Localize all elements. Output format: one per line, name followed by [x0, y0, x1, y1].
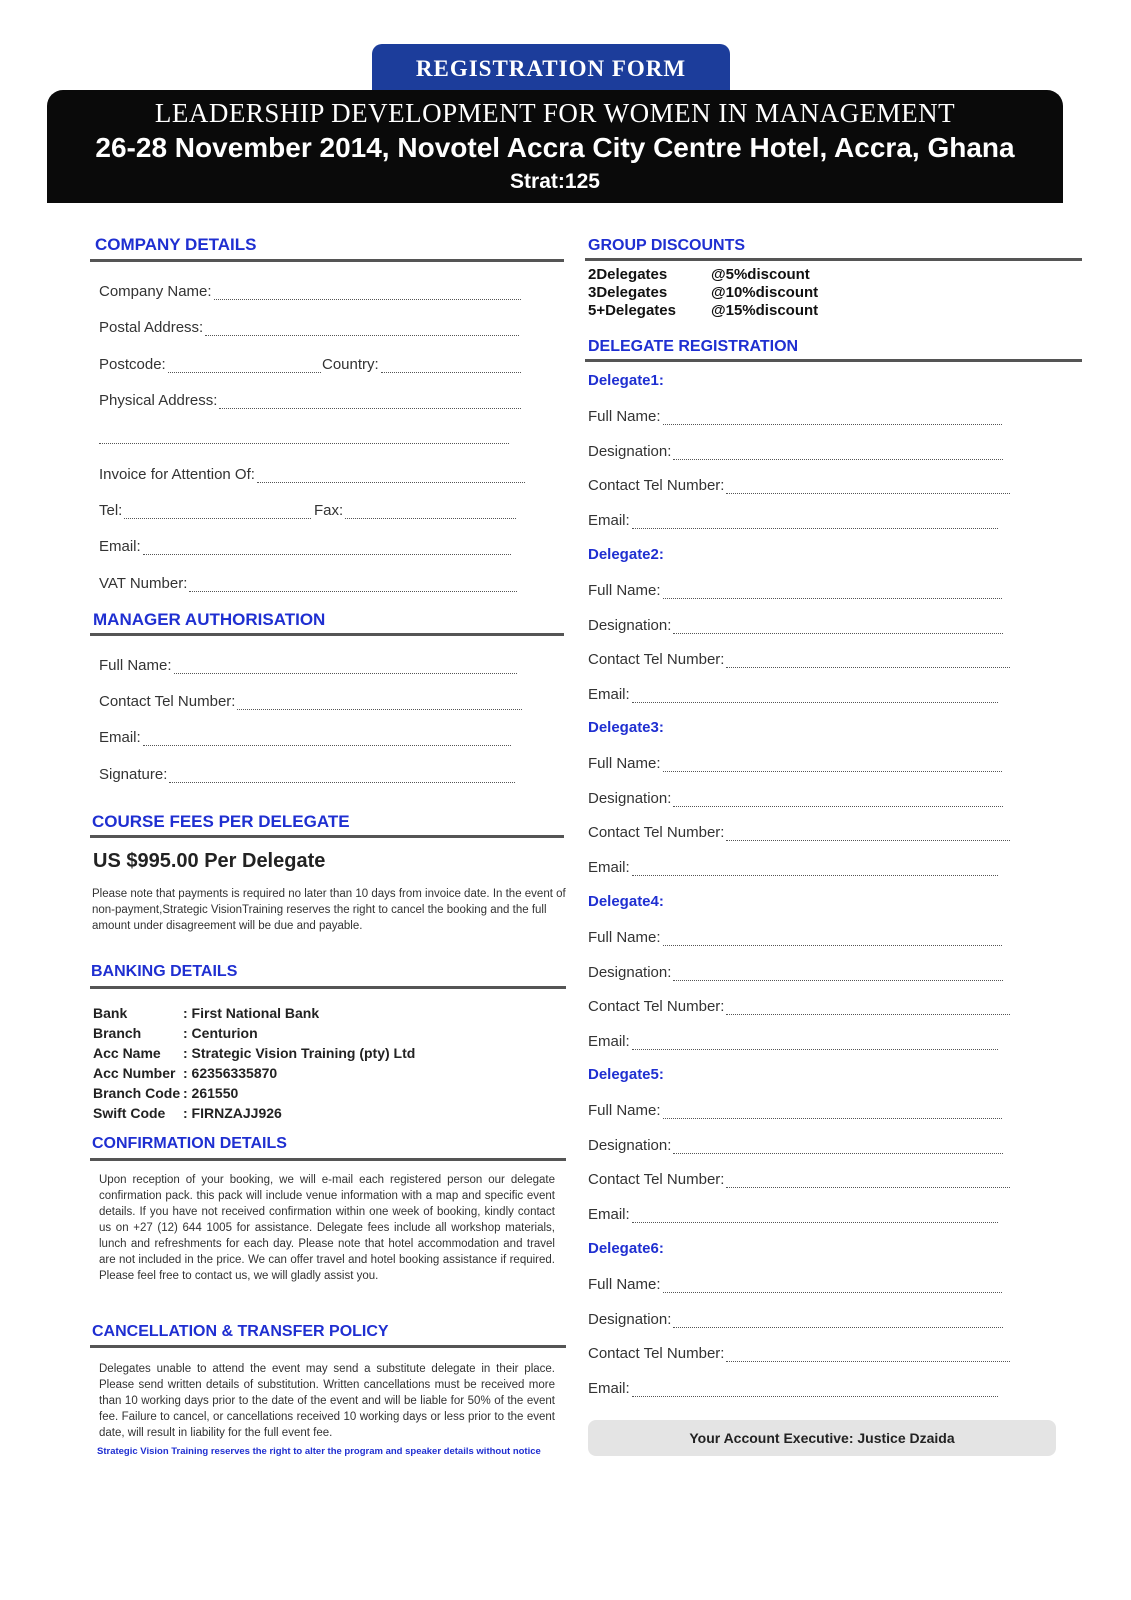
- company-details-rule: [90, 259, 564, 262]
- event-title: LEADERSHIP DEVELOPMENT FOR WOMEN IN MANAGEMENT: [154, 98, 956, 128]
- confirmation-details-rule: [90, 1158, 566, 1161]
- confirmation-text: Upon reception of your booking, we will e-mail each registered person our delegate confirmation pack. this pack will include venue information with a map and specific event details. If you have not received confirmation within one week of booking, kindly contact us on +27 (12) 644 1005 for assistance. Delegate fees include all workshop materials, lunch and refreshments for each day. Please note that hotel accommodation and travel are not included in the price. We can offer travel and hotel booking assistance if required. Please feel free to contact us, we will gladly assist you.: [99, 1174, 555, 1282]
- manager-full-name-label: Full Name:: [99, 657, 172, 674]
- delegate-email-label: Email:: [588, 1032, 630, 1050]
- delegate-contact-tel-field[interactable]: [588, 1171, 1010, 1188]
- delegate-email-label: Email:: [588, 859, 630, 876]
- delegate-email-field[interactable]: [588, 1380, 998, 1397]
- acc-number-key: Acc Number: [93, 1065, 176, 1081]
- swift-code-value: : FIRNZAJJ926: [183, 1105, 282, 1121]
- manager-contact-field[interactable]: [99, 693, 522, 710]
- delegate-heading: Delegate3:: [588, 719, 664, 736]
- delegate-contact-tel-label: Contact Tel Number:: [588, 824, 725, 841]
- acc-name-row: [93, 1045, 415, 1061]
- delegate-full-name-label: Full Name:: [588, 1102, 661, 1119]
- alteration-notice: Strategic Vision Training reserves the right to alter the program and speaker details without notice: [97, 1446, 541, 1457]
- group-discounts-title: GROUP DISCOUNTS: [588, 237, 746, 254]
- course-fees-rule: [90, 835, 564, 838]
- acc-name-value: : Strategic Vision Training (pty) Ltd: [183, 1045, 416, 1061]
- delegate-heading: Delegate6:: [588, 1239, 664, 1257]
- postal-address-label: Postal Address:: [99, 319, 204, 336]
- delegate-registration-title: DELEGATE REGISTRATION: [588, 338, 799, 355]
- delegate-email-label: Email:: [588, 685, 630, 703]
- bank-row: [93, 1005, 319, 1021]
- vat-number-field[interactable]: [99, 575, 517, 592]
- branch-row-value: : Centurion: [183, 1025, 258, 1041]
- delegate-full-name-field[interactable]: [588, 755, 1002, 772]
- manager-contact-label: Contact Tel Number:: [99, 693, 236, 710]
- payment-note: Please note that payments is required no later than 10 days from invoice date. In the event of non-payment,Strategic VisionTraining reserves the right to cancel the booking and the full amount under disagreement will be due and payable.: [92, 888, 566, 932]
- discount-row-label: 2Delegates: [588, 266, 668, 283]
- delegate-email-field[interactable]: [588, 1206, 998, 1223]
- delegate-designation-field[interactable]: [588, 1137, 1003, 1154]
- delegate-full-name-label: Full Name:: [588, 1275, 661, 1293]
- delegate-email-label: Email:: [588, 512, 630, 529]
- manager-email-label: Email:: [99, 729, 141, 746]
- delegate-email-field[interactable]: [588, 686, 998, 703]
- company-email-field[interactable]: [99, 538, 511, 555]
- discount-row-value: @15%discount: [711, 302, 819, 319]
- delegate-contact-tel-field[interactable]: [588, 1345, 1010, 1362]
- delegate-heading: Delegate4:: [588, 892, 664, 910]
- discount-row-value: @10%discount: [711, 284, 819, 301]
- cancellation-text: Delegates unable to attend the event may send a substitute delegate in their place. Please send written details of substitution. Written cancellations must be received more than 10 working days prior to the date of the event and will be liable for 50% of the event fee. Failure to cancel, or cancellations received 10 working days or less prior to the event date, will result in liability for the full event fee.: [99, 1363, 555, 1439]
- delegate-email-label: Email:: [588, 1379, 630, 1397]
- postcode-field[interactable]: [99, 356, 321, 373]
- delegate-designation-field[interactable]: [588, 1311, 1003, 1328]
- delegate-contact-tel-field[interactable]: [588, 998, 1010, 1015]
- tel-field[interactable]: [99, 502, 311, 519]
- delegate-full-name-field[interactable]: [588, 1276, 1002, 1293]
- event-date-venue: 26-28 November 2014, Novotel Accra City Centre Hotel, Accra, Ghana: [95, 132, 1015, 163]
- account-executive-box: Your Account Executive: Justice Dzaida: [588, 1420, 1056, 1456]
- swift-code-key: Swift Code: [93, 1105, 166, 1121]
- discount-row-value: @5%discount: [711, 266, 810, 283]
- cancellation-policy-title: CANCELLATION & TRANSFER POLICY: [92, 1323, 389, 1340]
- delegate-full-name-label: Full Name:: [588, 928, 661, 946]
- physical-address-field[interactable]: [99, 392, 521, 409]
- delegate-full-name-field[interactable]: [588, 929, 1002, 946]
- manager-authorisation-title: MANAGER AUTHORISATION: [93, 610, 326, 629]
- delegate-contact-tel-label: Contact Tel Number:: [588, 1171, 725, 1188]
- branch-code-key: Branch Code: [93, 1085, 181, 1101]
- delegate-contact-tel-label: Contact Tel Number:: [588, 997, 725, 1015]
- bank-row-key: Bank: [93, 1005, 128, 1021]
- manager-signature-field[interactable]: [99, 766, 515, 783]
- delegate-full-name-field[interactable]: [588, 582, 1002, 599]
- discount-row-label: 3Delegates: [588, 284, 668, 301]
- postcode-label: Postcode:: [99, 356, 166, 373]
- delegate-full-name-field[interactable]: [588, 1102, 1002, 1119]
- delegate-designation-label: Designation:: [588, 1137, 672, 1154]
- company-name-label: Company Name:: [99, 283, 212, 300]
- event-banner: [47, 90, 1063, 203]
- banking-details-title: BANKING DETAILS: [91, 963, 238, 980]
- delegate-contact-tel-label: Contact Tel Number:: [588, 650, 725, 668]
- postal-address-field[interactable]: [99, 319, 519, 336]
- delegate-designation-label: Designation:: [588, 443, 672, 460]
- delegate-heading: Delegate1:: [588, 372, 664, 389]
- acc-name-key: Acc Name: [93, 1045, 161, 1061]
- delegate-registration-rule: [585, 359, 1082, 362]
- delegate-designation-label: Designation:: [588, 963, 672, 981]
- manager-signature-label: Signature:: [99, 766, 168, 783]
- delegate-heading: Delegate5:: [588, 1066, 664, 1083]
- delegate-full-name-label: Full Name:: [588, 581, 661, 599]
- branch-row-key: Branch: [93, 1025, 142, 1041]
- branch-row: [93, 1025, 258, 1041]
- manager-email-field[interactable]: [99, 729, 511, 746]
- company-name-field[interactable]: [99, 283, 521, 300]
- bank-row-value: : First National Bank: [183, 1005, 320, 1021]
- acc-number-value: : 62356335870: [183, 1065, 278, 1081]
- invoice-attention-label: Invoice for Attention Of:: [99, 466, 255, 483]
- delegate-designation-label: Designation:: [588, 790, 672, 807]
- delegate-full-name-field[interactable]: [588, 408, 1002, 425]
- branch-code-row: [93, 1085, 238, 1101]
- delegate-designation-field[interactable]: [588, 443, 1003, 460]
- manager-full-name-field[interactable]: [99, 657, 517, 674]
- delegate-email-field[interactable]: [588, 859, 998, 876]
- physical-address-line-2[interactable]: [99, 442, 509, 444]
- vat-number-label: VAT Number:: [99, 575, 188, 592]
- physical-address-label: Physical Address:: [99, 392, 218, 409]
- delegate-designation-field[interactable]: [588, 790, 1003, 807]
- delegate-designation-label: Designation:: [588, 616, 672, 634]
- manager-authorisation-rule: [90, 633, 564, 636]
- delegate-designation-field[interactable]: [588, 964, 1003, 981]
- company-details-title: COMPANY DETAILS: [95, 235, 257, 254]
- discount-row-label: 5+Delegates: [588, 302, 676, 319]
- invoice-attention-field[interactable]: [99, 466, 525, 483]
- swift-code-row: [93, 1105, 282, 1121]
- delegate-contact-tel-field[interactable]: [588, 477, 1010, 494]
- cancellation-policy-rule: [90, 1345, 566, 1348]
- fax-field[interactable]: [314, 502, 516, 519]
- delegate-contact-tel-label: Contact Tel Number:: [588, 477, 725, 494]
- country-label: Country:: [322, 356, 379, 373]
- delegate-contact-tel-label: Contact Tel Number:: [588, 1344, 725, 1362]
- acc-number-row: [93, 1065, 277, 1081]
- delegate-designation-field[interactable]: [588, 617, 1003, 634]
- delegate-heading: Delegate2:: [588, 545, 664, 563]
- delegate-contact-tel-field[interactable]: [588, 651, 1010, 668]
- confirmation-details-title: CONFIRMATION DETAILS: [92, 1135, 287, 1152]
- delegate-email-field[interactable]: [588, 512, 998, 529]
- delegate-designation-label: Designation:: [588, 1310, 672, 1328]
- branch-code-value: : 261550: [183, 1085, 239, 1101]
- group-discounts-rule: [585, 258, 1082, 261]
- delegate-full-name-label: Full Name:: [588, 755, 661, 772]
- delegate-email-label: Email:: [588, 1206, 630, 1223]
- delegate-contact-tel-field[interactable]: [588, 824, 1010, 841]
- course-fee-amount: US $995.00 Per Delegate: [93, 850, 326, 872]
- delegate-full-name-label: Full Name:: [588, 408, 661, 425]
- delegate-email-field[interactable]: [588, 1033, 998, 1050]
- country-field[interactable]: [322, 356, 521, 373]
- form-tab-label: REGISTRATION FORM: [372, 44, 730, 92]
- course-fees-title: COURSE FEES PER DELEGATE: [92, 812, 350, 831]
- tel-label: Tel:: [99, 502, 123, 519]
- company-email-label: Email:: [99, 538, 141, 555]
- banking-details-rule: [90, 986, 566, 989]
- fax-label: Fax:: [314, 502, 344, 519]
- event-code: Strat:125: [510, 170, 600, 193]
